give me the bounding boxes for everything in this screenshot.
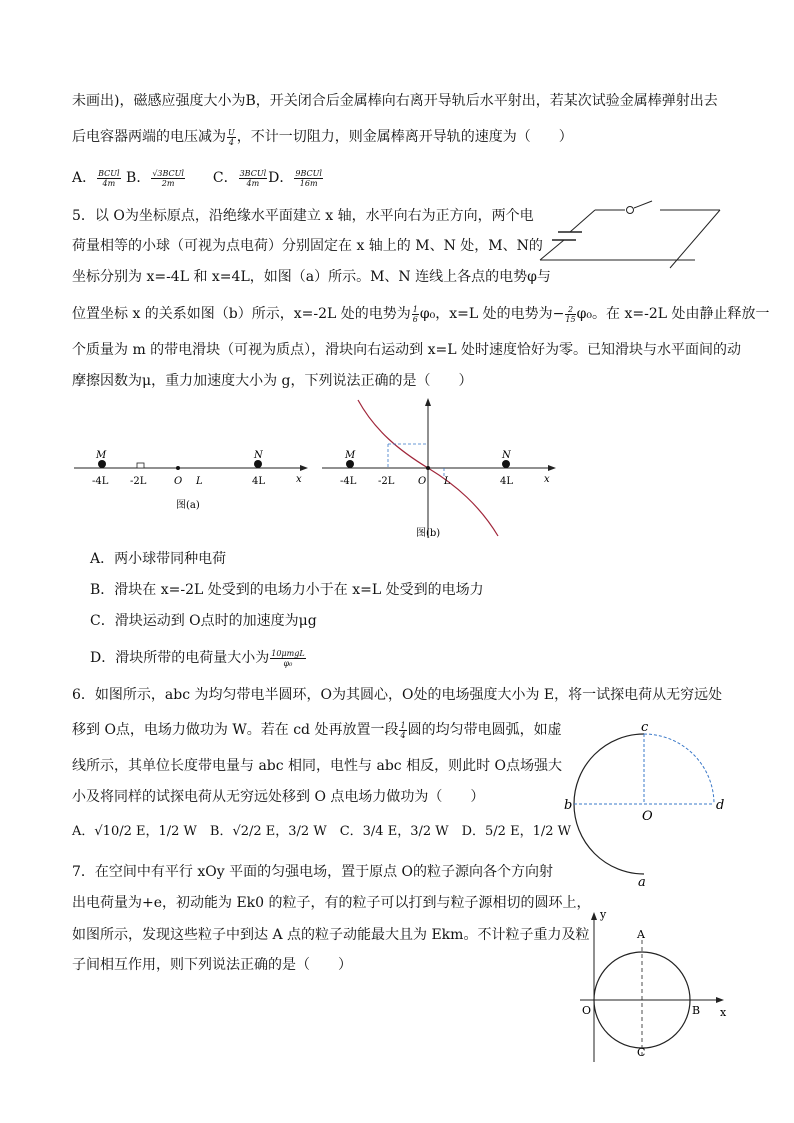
axis-y-label: y	[600, 908, 607, 921]
charge-n-icon-b	[502, 460, 510, 468]
tick-neg2l: -2L	[130, 476, 147, 487]
switch-contact-icon	[627, 207, 634, 214]
q5-text-line3: 坐标分别为 x=-4L 和 x=4L，如图（a）所示。M、N 连线上各点的电势φ与	[72, 269, 551, 285]
svg-text:N: N	[502, 450, 511, 461]
origin-label: O	[582, 1004, 592, 1017]
point-b-label: B	[692, 1004, 701, 1017]
q5-text-line4: 位置坐标 x 的关系如图（b）所示，x=-2L 处的电势为 $\frac{1}{6}$ φ₀，x=L 处的电势为− $\frac{2}{15}$ φ₀。在 x=-2L 处由静止释放一	[72, 304, 770, 324]
q4-option-c[interactable]: C． $\frac{\text{3BCUl}}{4m}$	[212, 168, 267, 188]
axis-x-label: x	[296, 474, 302, 485]
svg-text:-4L: -4L	[340, 476, 357, 487]
figure-b-potential-graph	[320, 396, 560, 544]
point-c-label: C	[637, 1046, 646, 1059]
circle-field-diagram	[574, 906, 734, 1068]
q6-text-line1: 6．如图所示，abc 为均匀带电半圆环，O为其圆心，O处的电场强度大小为 E，将一试探电荷从无穷远处	[72, 687, 723, 703]
q5-option-b[interactable]: B．滑块在 x=-2L 处受到的电场力小于在 x=L 处受到的电场力	[90, 582, 484, 598]
slider-block-icon	[137, 463, 144, 468]
figure-a-caption: 图(a)	[176, 500, 200, 511]
q6-options[interactable]: A．√10/2 E，1/2 W B．√2/2 E，3/2 W C．3/4 E，3/2 W D．5/2 E，1/2 W	[72, 824, 571, 839]
charge-m-icon	[98, 460, 106, 468]
svg-text:M: M	[345, 450, 356, 461]
charge-n-icon	[254, 460, 262, 468]
charge-m-icon-b	[346, 460, 354, 468]
label-m: M	[96, 450, 107, 461]
q5-option-c[interactable]: C．滑块运动到 O点时的加速度为μg	[90, 613, 317, 629]
q4-text-line2b: ，不计一切阻力，则金属棒离开导轨的速度为（ ）	[236, 129, 573, 145]
q4-option-d[interactable]: D． $\frac{\text{9BCUl}}{16m}$	[268, 168, 322, 188]
tick-l: L	[196, 476, 203, 487]
q5-option-d[interactable]: D．滑块所带的电荷量大小为 $\frac{\text{10μmgL}}{\text{φ₀}}$	[90, 648, 305, 668]
label-b: b	[564, 798, 573, 813]
axis-x-label-7: x	[720, 1006, 727, 1019]
q4-options	[72, 168, 324, 188]
q7-text-line3: 如图所示，发现这些粒子中到达 A 点的粒子动能最大且为 Ekm。不计粒子重力及粒	[72, 927, 590, 943]
q7-text-line2: 出电荷量为+e，初动能为 Ek0 的粒子，有的粒子可以打到与粒子源相切的圆环上，	[72, 895, 591, 911]
q5-option-a[interactable]: A．两小球带同种电荷	[90, 551, 227, 567]
rail-circuit-diagram	[530, 198, 730, 278]
tick-neg4l: -4L	[92, 476, 109, 487]
svg-text:L: L	[444, 476, 451, 487]
q6-text-line3: 线所示，其单位长度带电量与 abc 相同，电性与 abc 相反，则此时 O点场强大	[72, 758, 563, 774]
potential-fraction-1: $\frac{1}{6}$	[412, 304, 418, 324]
q7-text-line4: 子间相互作用，则下列说法正确的是（ ）	[72, 957, 352, 973]
q6-text-line2: 移到 O点，电场力做功为 W。若在 cd 处再放置一段 $\frac{1}{4}$ 圆的均匀带电圆弧，如虚	[72, 720, 562, 740]
q7-text-line1: 7．在空间中有平行 xOy 平面的匀强电场，置于原点 O的粒子源向各个方向射	[72, 864, 554, 880]
label-n: N	[254, 450, 263, 461]
figure-b-caption: 图(b)	[416, 528, 441, 539]
label-d: d	[716, 798, 725, 813]
origin-dot-icon	[176, 466, 180, 470]
q5-text-line6: 摩擦因数为μ，重力加速度大小为 g，下列说法正确的是（ ）	[72, 373, 473, 389]
svg-text:-2L: -2L	[378, 476, 395, 487]
q4-option-a[interactable]: A． $\frac{\text{BCUl}}{4m}$	[72, 168, 120, 188]
label-c: c	[641, 722, 649, 735]
q4-option-b[interactable]: B． $\frac{\text{√3BCUl}}{2m}$	[126, 168, 184, 188]
figure-a-axis	[72, 444, 322, 514]
arc-cd	[644, 734, 714, 804]
q5-text-line2: 荷量相等的小球（可视为点电荷）分别固定在 x 轴上的 M、N 处，M、N的	[72, 238, 543, 254]
voltage-fraction: $\frac{U}{4}$	[228, 127, 235, 147]
semicircle-ring-diagram	[558, 722, 728, 892]
q6-text-line4: 小及将同样的试探电荷从无穷远处移到 O 点电场力做功为（ ）	[72, 789, 485, 805]
tick-4l: 4L	[252, 476, 266, 487]
svg-text:O: O	[418, 476, 427, 487]
label-a: a	[638, 875, 646, 890]
quarter-fraction: $\frac{1}{4}$	[400, 720, 406, 740]
q4-text-line2a: 后电容器两端的电压减为	[72, 129, 226, 145]
svg-text:x: x	[544, 474, 550, 485]
point-a-label: A	[637, 928, 645, 941]
q4-text-line1: 未画出)，磁感应强度大小为B，开关闭合后金属棒向右离开导轨后水平射出，若某次试验金属棒弹射出去	[72, 93, 718, 109]
q4-text-line2	[72, 127, 573, 147]
q5-text-line1: 5．以 O为坐标原点，沿绝缘水平面建立 x 轴，水平向右为正方向，两个电	[72, 208, 534, 224]
q5-text-line5: 个质量为 m 的带电滑块（可视为质点），滑块向右运动到 x=L 处时速度恰好为零。已知滑块与水平面间的动	[72, 342, 741, 358]
potential-fraction-2: $\frac{2}{15}$	[565, 304, 576, 324]
tick-o: O	[174, 476, 183, 487]
label-o: O	[642, 809, 653, 824]
svg-text:4L: 4L	[500, 476, 514, 487]
